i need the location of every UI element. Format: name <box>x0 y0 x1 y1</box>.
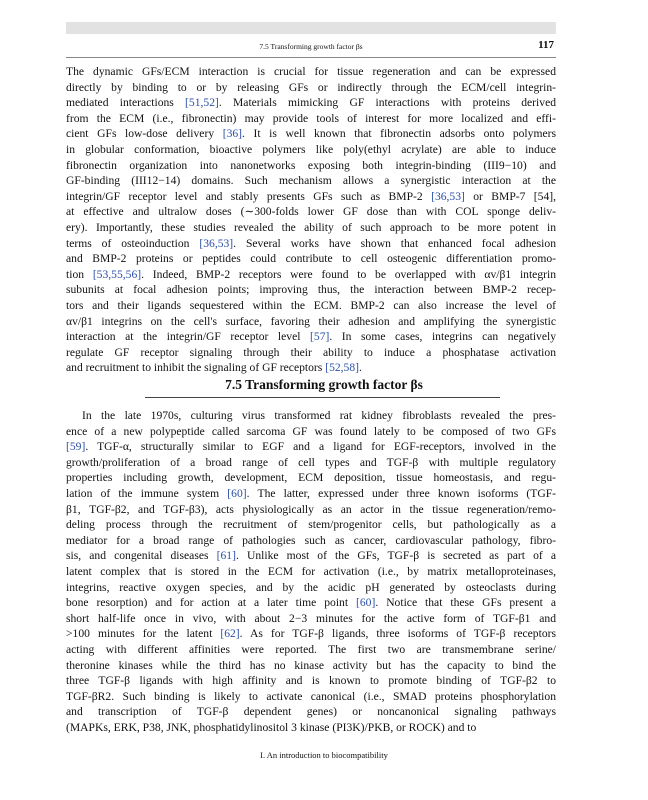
text-segment: lation of the immune system <box>66 486 228 500</box>
text-segment: . TGF-α, structurally similar to EGF and a ligand for EGF-receptors, involved in the <box>85 440 556 454</box>
text-segment: and recruitment to inhibit the signaling of GF receptors <box>66 361 326 375</box>
citation-link[interactable]: [60] <box>356 596 376 610</box>
text-line <box>66 173 556 189</box>
citation-link[interactable]: [36,53] <box>199 236 234 250</box>
text-line <box>66 314 556 330</box>
text-segment: acting with different affinities were reported. The first two are transmembrane serine/ <box>66 642 556 656</box>
text-line <box>66 251 556 267</box>
text-segment: . Unlike most of the GFs, TGF-β is secreted as part of a <box>235 549 556 563</box>
text-line <box>66 267 556 283</box>
text-segment: In the late 1970s, culturing virus transformed rat kidney fibroblasts revealed the pres- <box>82 409 556 422</box>
header-divider <box>66 57 556 58</box>
text-line <box>66 595 556 611</box>
text-line <box>66 533 556 549</box>
text-line <box>66 626 556 642</box>
text-line <box>66 345 556 361</box>
header-band <box>66 22 556 34</box>
text-segment: in globular conformation, bioactive polymers like poly(ethyl acrylate) are able to induce <box>66 142 556 156</box>
text-line <box>66 486 556 502</box>
text-line <box>66 502 556 518</box>
text-line <box>66 517 556 533</box>
text-line <box>66 470 556 486</box>
text-segment: . <box>359 361 362 375</box>
text-segment: subunits at focal adhesion points; improving thus, the interaction between BMP-2 recep- <box>66 283 556 297</box>
text-segment: regulate GF receptor signaling through their ability to induce a phosphatase activation <box>66 345 556 359</box>
text-segment: mediated interactions <box>66 96 186 110</box>
text-segment: and BMP-2 proteins or peptides could contribute to cell osteogenic differentiation promo- <box>66 252 556 266</box>
text-segment: deling process through the recruitment of stem/progenitor cells, but pathologically as a <box>66 518 556 532</box>
text-segment: sis, and congenital diseases <box>66 549 217 563</box>
text-line <box>66 548 556 564</box>
text-segment: properties including growth, development, ECM deposition, tissue homeostasis, and regu- <box>66 471 556 485</box>
text-segment: terms of osteoinduction <box>66 236 200 250</box>
text-line <box>66 689 556 705</box>
text-line <box>66 704 556 720</box>
text-segment: The dynamic GFs/ECM interaction is crucial for tissue regeneration and can be expressed <box>66 65 556 78</box>
text-segment: theronine kinases while the third has no kinase activity but has the capacity to bind the <box>66 658 556 672</box>
running-title: 7.5 Transforming growth factor βs <box>259 42 363 51</box>
text-line <box>66 360 556 376</box>
citation-link[interactable]: [53,55,56] <box>92 267 142 281</box>
text-line <box>66 329 556 345</box>
text-line <box>66 189 556 205</box>
text-segment: or BMP-7 [54], <box>464 189 556 203</box>
citation-link[interactable]: [57] <box>310 330 330 344</box>
text-segment: >100 minutes for the latent <box>66 627 221 641</box>
text-segment: tors and their ligands sequestered within the ECM. BMP-2 can also increase the level of <box>66 298 556 312</box>
text-segment: short half-life once in vivo, with about 2−3 minutes for the active form of TGF-β1 and <box>66 611 556 625</box>
body-paragraph-2 <box>66 408 556 735</box>
text-segment: growth/proliferation of a broad range of cell types and TGF-β with multiple regulatory <box>66 455 556 469</box>
citation-link[interactable]: [36,53] <box>431 189 465 203</box>
text-segment: bone resorption) and for action at a later time point <box>66 596 357 610</box>
text-line <box>66 673 556 689</box>
text-line <box>66 236 556 252</box>
page-number: 117 <box>538 39 554 51</box>
section-heading: 7.5 Transforming growth factor βs <box>225 377 423 392</box>
text-segment: ence of a new polypeptide called sarcoma GF was found lately to be composed of two GFs <box>66 424 556 438</box>
text-line <box>66 158 556 174</box>
text-line <box>66 408 556 424</box>
text-segment: three TGF-β ligands with high affinity and is known to promote binding of TGF-β2 to <box>66 674 556 688</box>
text-segment: interaction at the integrin/GF receptor level <box>66 330 311 344</box>
text-line <box>66 424 556 440</box>
text-line <box>66 580 556 596</box>
text-line <box>66 64 556 80</box>
citation-link[interactable]: [36] <box>222 127 243 141</box>
text-segment: . As for TGF-β ligands, three isoforms of TGF-β receptors <box>239 627 556 641</box>
text-segment: integrins, reactive oxygen species, and by the acidic pH generated by osteoclasts during <box>66 580 556 594</box>
text-segment: . The latter, expressed under three known isoforms (TGF- <box>246 486 556 500</box>
running-header <box>66 39 556 53</box>
text-line <box>66 126 556 142</box>
text-segment: fibronectin organization into nanonetworks exposing both integrin-binding (III9−10) and <box>66 158 556 172</box>
text-line <box>66 220 556 236</box>
text-segment: from the ECM (i.e., fibronectin) may provide tools of interest for more localized and effi- <box>66 111 556 125</box>
text-line <box>66 642 556 658</box>
text-line <box>66 95 556 111</box>
text-segment: cient GFs low-dose delivery <box>66 127 223 141</box>
text-segment: αv/β1 integrins on the cell's surface, favoring their adhesion and amplifying the synergistic <box>66 314 556 328</box>
text-segment: . Notice that these GFs present a <box>375 596 556 610</box>
text-segment: . In some cases, integrins can negatively <box>329 330 556 344</box>
text-line <box>66 564 556 580</box>
citation-link[interactable]: [59] <box>66 440 86 454</box>
text-segment: tion <box>66 267 93 281</box>
text-segment: . Several works have shown that enhanced focal adhesion <box>233 236 556 250</box>
text-segment: . It is well known that fibronectin adsorbs onto polymers <box>242 127 556 141</box>
text-line <box>66 142 556 158</box>
text-segment: TGF-βR2. Such binding is likely to activate canonical (i.e., SMAD proteins phosphorylation <box>66 689 556 703</box>
citation-link[interactable]: [61] <box>216 549 236 563</box>
citation-link[interactable]: [52,58] <box>325 361 360 375</box>
text-segment: GF-binding (III12−14) domains. Such mechanism allows a synergistic interaction at the <box>66 174 556 188</box>
citation-link[interactable]: [62] <box>220 627 240 641</box>
text-segment: . Indeed, BMP-2 receptors were found to be overlapped with αv/β1 integrin <box>141 267 556 281</box>
text-segment: latent complex that is stored in the ECM for activation (i.e., by matrix metalloproteinases, <box>66 564 556 578</box>
text-segment: directly by binding to or by releasing GFs or indirectly through the ECM/cell integrin- <box>66 80 556 94</box>
citation-link[interactable]: [51,52] <box>185 96 219 110</box>
text-line <box>66 611 556 627</box>
text-line <box>66 720 556 736</box>
text-line <box>66 455 556 471</box>
text-line <box>66 80 556 96</box>
citation-link[interactable]: [60] <box>227 486 247 500</box>
text-line <box>66 298 556 314</box>
section-underline <box>145 397 500 398</box>
text-line <box>66 111 556 127</box>
page-footer: I. An introduction to biocompatibility <box>260 750 388 760</box>
text-segment: β1, TGF-β2, and TGF-β3), acts physiologically as an actor in the tissue regeneration/remo- <box>66 502 556 516</box>
text-segment: ery). Importantly, these studies revealed the ability of such approach to be more potent in <box>66 220 556 234</box>
text-line <box>66 658 556 674</box>
text-segment: . Materials mimicking GF interactions with proteins derived <box>218 96 556 110</box>
text-segment: (MAPKs, ERK, P38, JNK, phosphatidylinositol 3 kinase (PI3K)/PKB, or ROCK) and to <box>66 720 477 734</box>
text-line <box>66 439 556 455</box>
text-segment: at effective and ultralow doses (∼300-folds lower GF dose than with COL sponge deliv- <box>66 205 556 219</box>
body-paragraph-1 <box>66 64 556 376</box>
text-segment: mediator for a broad range of pathologies such as cancer, cardiovascular pathology, fibro- <box>66 533 556 547</box>
text-segment: and transcription of TGF-β dependent genes) or noncanonical signaling pathways <box>66 705 556 719</box>
text-segment: integrin/GF receptor level and stably presents GFs such as BMP-2 <box>66 189 432 203</box>
text-line <box>66 204 556 220</box>
text-line <box>66 282 556 298</box>
